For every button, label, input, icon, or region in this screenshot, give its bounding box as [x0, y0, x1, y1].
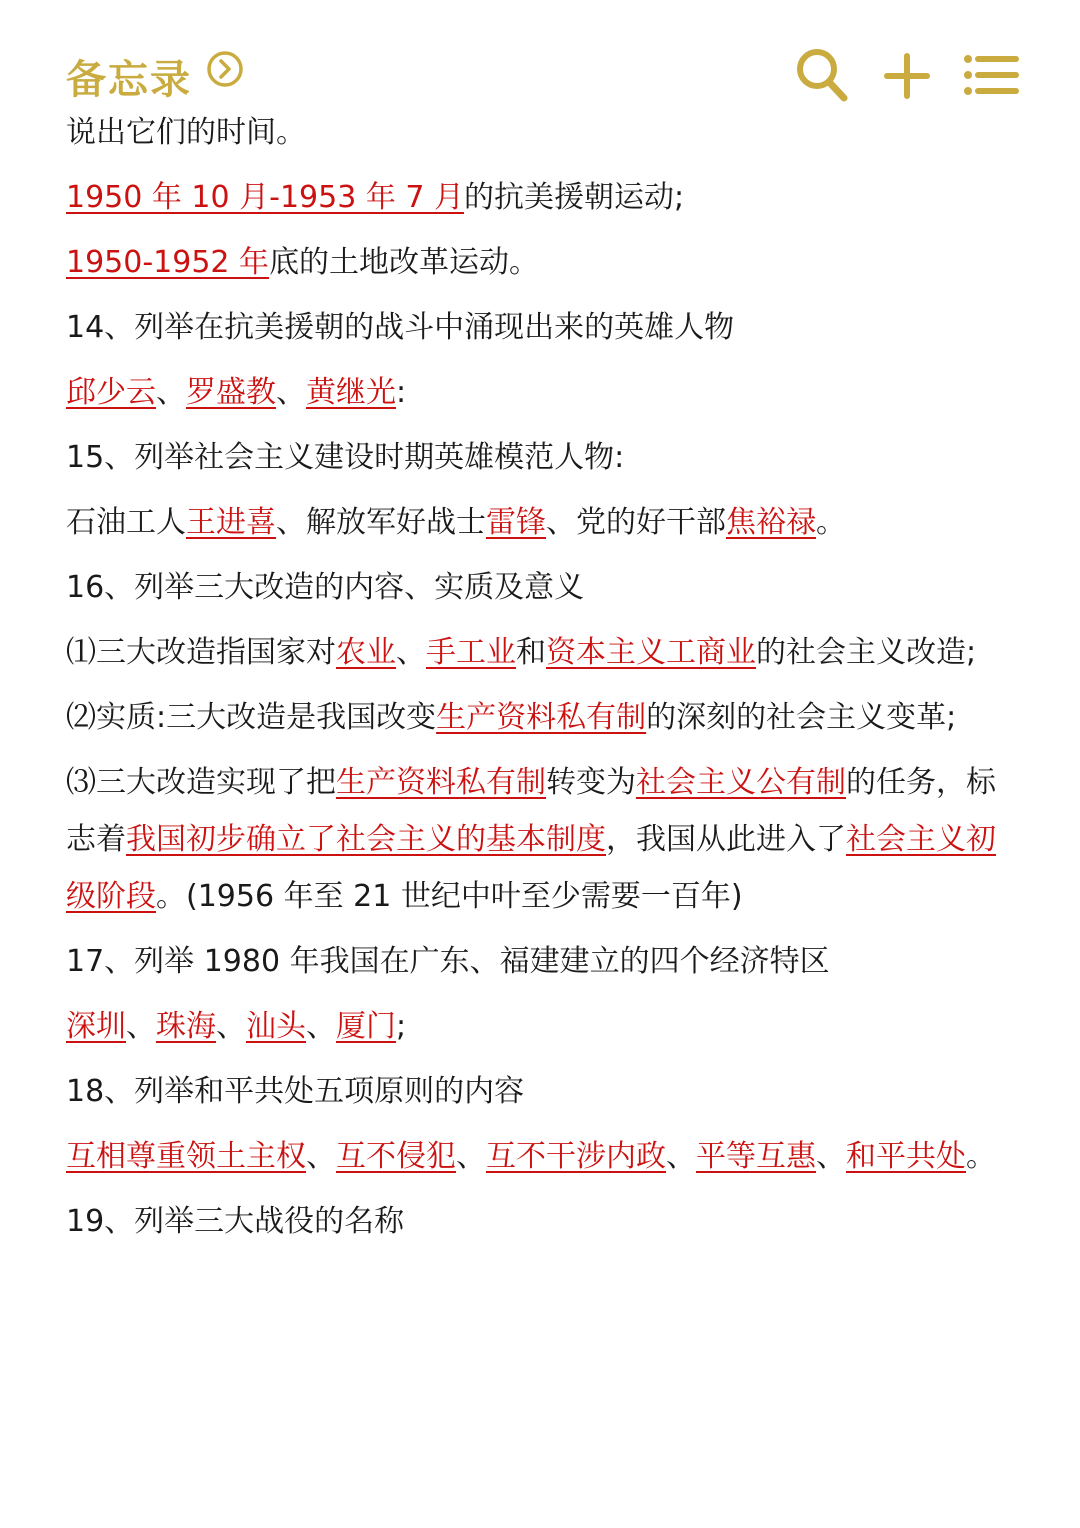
separator: 、 — [816, 1139, 846, 1174]
text: 19、列举三大战役的名称 — [66, 1204, 405, 1239]
text: 。(1956 年至 21 世纪中叶至少需要一百年) — [156, 879, 743, 914]
highlight-text: 生产资料私有制 — [436, 700, 647, 735]
highlight-text: 王进喜 — [186, 505, 276, 540]
text: 的深刻的社会主义变革; — [646, 700, 957, 735]
text: 。 — [816, 505, 846, 540]
text: 说出它们的时间。 — [66, 115, 306, 150]
highlight-text: 深圳 — [66, 1009, 126, 1044]
app-title[interactable]: 备忘录 — [66, 57, 192, 103]
separator: 、 — [306, 1009, 336, 1044]
text: 和 — [516, 635, 546, 670]
list-menu-icon[interactable] — [962, 46, 1020, 108]
highlight-text: 社会主义公有制 — [636, 765, 846, 800]
highlight-text: 资本主义工商业 — [546, 635, 756, 670]
text: 底的土地改革运动。 — [269, 245, 540, 280]
highlight-text: 手工业 — [426, 635, 516, 670]
text: ⑵实质:三大改造是我国改变 — [66, 700, 437, 735]
text: 、党的好干部 — [546, 505, 726, 540]
text: 14、列举在抗美援朝的战斗中涌现出来的英雄人物 — [66, 310, 735, 345]
text: : — [396, 375, 407, 410]
highlight-text: 平等互惠 — [696, 1139, 816, 1174]
plus-icon[interactable] — [882, 46, 932, 108]
highlight-text: 珠海 — [156, 1009, 216, 1044]
answer-17 — [66, 998, 1016, 1055]
question-14 — [66, 299, 1016, 356]
question-19 — [66, 1193, 1016, 1250]
text: ，我国从此进入了 — [606, 822, 846, 857]
answer-16-1 — [66, 624, 1016, 681]
separator: 、 — [276, 375, 306, 410]
answer-16-2 — [66, 689, 1016, 746]
text: 。 — [966, 1139, 996, 1174]
note-line — [66, 234, 1016, 291]
separator: 、 — [306, 1139, 336, 1174]
text: 的任务，标志着 — [66, 765, 996, 857]
text: ⑴三大改造指国家对 — [66, 635, 336, 670]
text: 17、列举 1980 年我国在广东、福建建立的四个经济特区 — [66, 944, 830, 979]
text: 的社会主义改造; — [756, 635, 977, 670]
text: 石油工人 — [66, 505, 186, 540]
text: 15、列举社会主义建设时期英雄模范人物: — [66, 440, 625, 475]
app-header — [66, 40, 1020, 110]
question-17 — [66, 933, 1016, 990]
highlight-text: 1950-1952 年 — [66, 245, 270, 280]
separator: 、 — [216, 1009, 246, 1044]
highlight-text: 和平共处 — [846, 1139, 966, 1174]
answer-14 — [66, 364, 1016, 421]
highlight-text: 互不干涉内政 — [486, 1139, 666, 1174]
separator: 、 — [126, 1009, 156, 1044]
text: ; — [396, 1009, 407, 1044]
note-body[interactable] — [66, 104, 1016, 1258]
separator: 、 — [396, 635, 426, 670]
highlight-text: 焦裕禄 — [726, 505, 816, 540]
answer-16-3 — [66, 754, 1016, 925]
highlight-text: 互相尊重领土主权 — [66, 1139, 306, 1174]
highlight-text: 生产资料私有制 — [336, 765, 546, 800]
highlight-text: 黄继光 — [306, 375, 396, 410]
highlight-text: 罗盛教 — [186, 375, 276, 410]
note-line — [66, 169, 1016, 226]
text: 16、列举三大改造的内容、实质及意义 — [66, 570, 585, 605]
text: 的抗美援朝运动; — [464, 180, 685, 215]
highlight-text: 雷锋 — [486, 505, 546, 540]
highlight-text: 农业 — [336, 635, 396, 670]
question-18 — [66, 1063, 1016, 1120]
highlight-text: 邱少云 — [66, 375, 156, 410]
separator: 、 — [666, 1139, 696, 1174]
text: 18、列举和平共处五项原则的内容 — [66, 1074, 525, 1109]
highlight-text: 社会主义初级阶段 — [66, 822, 996, 914]
note-line — [66, 104, 1016, 161]
answer-18 — [66, 1128, 1016, 1185]
text: ⑶三大改造实现了把 — [66, 765, 336, 800]
question-16 — [66, 559, 1016, 616]
separator: 、 — [456, 1139, 486, 1174]
separator: 、 — [156, 375, 186, 410]
question-15 — [66, 429, 1016, 486]
answer-15 — [66, 494, 1016, 551]
search-icon[interactable] — [794, 46, 850, 108]
text: 、解放军好战士 — [276, 505, 486, 540]
highlight-text: 厦门 — [336, 1009, 396, 1044]
text: 转变为 — [546, 765, 636, 800]
chevron-right-circle-icon[interactable] — [206, 50, 244, 92]
highlight-text: 汕头 — [246, 1009, 306, 1044]
highlight-text: 我国初步确立了社会主义的基本制度 — [126, 822, 606, 857]
highlight-text: 1950 年 10 月-1953 年 7 月 — [66, 180, 464, 215]
highlight-text: 互不侵犯 — [336, 1139, 456, 1174]
